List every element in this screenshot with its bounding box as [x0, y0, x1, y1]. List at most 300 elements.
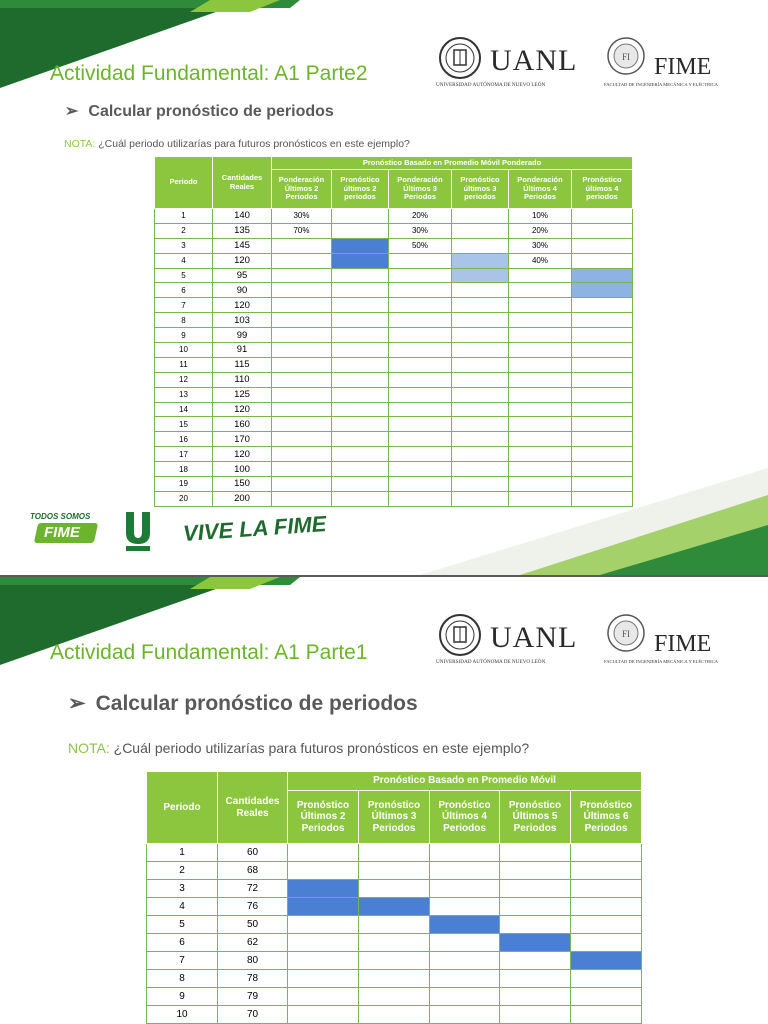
header-periodo: Periodo	[155, 157, 213, 209]
forecast-cell	[272, 328, 332, 343]
forecast-cell	[572, 253, 633, 268]
forecast-cell	[389, 313, 452, 328]
fime-logo-text: FIME	[654, 54, 712, 80]
forecast-cell	[430, 1006, 500, 1024]
period-cell: 20	[155, 491, 213, 506]
note-label: NOTA:	[68, 740, 110, 756]
note-text: ¿Cuál periodo utilizarías para futuros pronósticos en este ejemplo?	[98, 138, 410, 150]
forecast-cell	[359, 970, 430, 988]
quantity-cell: 120	[213, 447, 272, 462]
forecast-cell	[430, 880, 500, 898]
table-row	[147, 898, 642, 916]
fime-seal-icon	[606, 611, 646, 655]
uanl-logo	[436, 36, 578, 92]
period-cell: 10	[155, 343, 213, 358]
forecast-cell	[332, 298, 389, 313]
forecast-cell	[272, 238, 332, 253]
forecast-cell	[509, 462, 572, 477]
forecast-cell	[571, 898, 642, 916]
quantity-cell: 120	[213, 253, 272, 268]
forecast-cell	[571, 988, 642, 1006]
quantity-cell: 200	[213, 491, 272, 506]
forecast-cell	[509, 372, 572, 387]
forecast-cell	[332, 313, 389, 328]
forecast-cell	[332, 328, 389, 343]
forecast-cell	[332, 477, 389, 492]
period-cell: 8	[147, 970, 218, 988]
forecast-cell	[452, 432, 509, 447]
period-cell: 6	[155, 283, 213, 298]
forecast-cell	[430, 898, 500, 916]
subheader-col: Pronóstico Últimos 2 Periodos	[288, 791, 359, 844]
quantity-cell: 160	[213, 417, 272, 432]
table-row	[155, 313, 633, 328]
table-row	[147, 916, 642, 934]
uanl-logo-text: UANL	[490, 621, 578, 654]
table-row	[155, 357, 633, 372]
table-row	[155, 343, 633, 358]
table-row	[155, 253, 633, 268]
table-row	[155, 268, 633, 283]
forecast-cell	[430, 862, 500, 880]
forecast-cell	[452, 209, 509, 224]
table-body	[147, 844, 642, 1024]
quantity-cell: 140	[213, 209, 272, 224]
quantity-cell: 80	[218, 952, 288, 970]
quantity-cell: 72	[218, 880, 288, 898]
fime-badge-text: FIME	[44, 524, 80, 541]
period-cell: 16	[155, 432, 213, 447]
slide-title: Actividad Fundamental: A1 Parte1	[50, 641, 368, 664]
table-row	[155, 402, 633, 417]
forecast-cell	[500, 934, 571, 952]
table-row	[155, 298, 633, 313]
forecast-cell	[359, 862, 430, 880]
period-cell: 14	[155, 402, 213, 417]
uanl-logo-subtitle: UNIVERSIDAD AUTÓNOMA DE NUEVO LEÓN	[436, 82, 546, 88]
forecast-cell: 20%	[389, 209, 452, 224]
todos-somos-text: TODOS SOMOS	[30, 512, 91, 521]
forecast-cell	[500, 952, 571, 970]
period-cell: 2	[147, 862, 218, 880]
quantity-cell: 110	[213, 372, 272, 387]
forecast-cell	[389, 477, 452, 492]
table-row	[155, 462, 633, 477]
period-cell: 1	[155, 209, 213, 224]
period-cell: 11	[155, 357, 213, 372]
forecast-cell	[332, 417, 389, 432]
note	[64, 138, 410, 150]
forecast-cell	[509, 387, 572, 402]
forecast-cell	[572, 462, 633, 477]
forecast-cell	[332, 209, 389, 224]
forecast-cell	[389, 387, 452, 402]
header-periodo: Periodo	[147, 772, 218, 844]
forecast-cell	[332, 253, 389, 268]
arrow-bullet-icon: ➢	[65, 103, 79, 120]
forecast-cell	[272, 372, 332, 387]
forecast-cell	[389, 328, 452, 343]
forecast-cell	[500, 880, 571, 898]
note-text: ¿Cuál periodo utilizarías para futuros pronósticos en este ejemplo?	[113, 740, 530, 756]
forecast-cell	[572, 387, 633, 402]
forecast-cell	[572, 357, 633, 372]
quantity-cell: 50	[218, 916, 288, 934]
forecast-cell	[572, 491, 633, 506]
fime-logo	[604, 611, 728, 669]
uanl-logo-text: UANL	[490, 44, 578, 77]
forecast-cell	[571, 844, 642, 862]
forecast-cell	[571, 1006, 642, 1024]
quantity-cell: 70	[218, 1006, 288, 1024]
forecast-cell	[452, 387, 509, 402]
forecast-cell	[572, 209, 633, 224]
forecast-cell	[509, 328, 572, 343]
table-row	[155, 238, 633, 253]
forecast-cell	[430, 988, 500, 1006]
period-cell: 4	[147, 898, 218, 916]
forecast-cell	[389, 402, 452, 417]
table-row	[155, 372, 633, 387]
forecast-cell	[572, 343, 633, 358]
forecast-cell	[452, 253, 509, 268]
forecast-cell	[500, 988, 571, 1006]
todos-somos-fime-logo	[28, 512, 100, 552]
forecast-cell	[430, 934, 500, 952]
table-row	[155, 209, 633, 224]
forecast-cell	[389, 268, 452, 283]
forecast-cell: 40%	[509, 253, 572, 268]
period-cell: 7	[147, 952, 218, 970]
forecast-cell	[509, 268, 572, 283]
forecast-cell	[288, 988, 359, 1006]
period-cell: 9	[155, 328, 213, 343]
quantity-cell: 115	[213, 357, 272, 372]
forecast-cell	[332, 402, 389, 417]
quantity-cell: 170	[213, 432, 272, 447]
forecast-cell	[272, 298, 332, 313]
forecast-cell	[452, 223, 509, 238]
bullet-point	[68, 691, 418, 716]
subheader-col: Pronóstico Últimos 3 Periodos	[359, 791, 430, 844]
forecast-cell	[272, 402, 332, 417]
forecast-cell	[359, 934, 430, 952]
quantity-cell: 120	[213, 298, 272, 313]
forecast-cell	[571, 862, 642, 880]
forecast-cell: 30%	[389, 223, 452, 238]
table-row	[147, 934, 642, 952]
u-logo-icon	[122, 510, 154, 552]
subheader-col: Ponderación Últimos 4 Periodos	[509, 170, 572, 209]
forecast-cell	[509, 402, 572, 417]
forecast-cell	[332, 447, 389, 462]
forecast-cell: 50%	[389, 238, 452, 253]
forecast-cell	[509, 432, 572, 447]
table-row	[147, 880, 642, 898]
period-cell: 2	[155, 223, 213, 238]
forecast-cell	[452, 238, 509, 253]
subheader-col: Pronóstico últimos 2 periodos	[332, 170, 389, 209]
table-row	[155, 477, 633, 492]
forecast-cell	[389, 283, 452, 298]
forecast-cell	[452, 491, 509, 506]
forecast-cell	[572, 372, 633, 387]
forecast-cell	[288, 898, 359, 916]
period-cell: 10	[147, 1006, 218, 1024]
forecast-cell	[452, 298, 509, 313]
subheader-col: Pronóstico últimos 3 periodos	[452, 170, 509, 209]
forecast-cell	[452, 402, 509, 417]
forecast-cell	[272, 253, 332, 268]
forecast-cell	[288, 880, 359, 898]
forecast-cell	[332, 462, 389, 477]
forecast-cell	[509, 283, 572, 298]
forecast-cell	[430, 844, 500, 862]
table-row	[155, 491, 633, 506]
forecast-cell	[332, 357, 389, 372]
subheader-col: Ponderación Últimos 2 Periodos	[272, 170, 332, 209]
forecast-cell	[572, 313, 633, 328]
forecast-cell	[509, 477, 572, 492]
table-body	[155, 209, 633, 507]
forecast-cell: 70%	[272, 223, 332, 238]
forecast-cell	[332, 268, 389, 283]
header-group-title: Pronóstico Basado en Promedio Móvil Ponderado	[272, 157, 633, 170]
forecast-cell: 30%	[272, 209, 332, 224]
forecast-cell	[430, 952, 500, 970]
forecast-cell	[452, 328, 509, 343]
fime-logo-subtitle: FACULTAD DE INGENIERÍA MECÁNICA Y ELÉCTRICA	[604, 659, 719, 664]
forecast-cell	[452, 372, 509, 387]
forecast-cell	[452, 343, 509, 358]
period-cell: 9	[147, 988, 218, 1006]
forecast-cell	[452, 283, 509, 298]
forecast-cell	[332, 491, 389, 506]
forecast-cell	[389, 447, 452, 462]
forecast-cell	[572, 402, 633, 417]
fime-logo	[604, 34, 728, 92]
forecast-cell	[389, 298, 452, 313]
forecast-cell	[500, 898, 571, 916]
forecast-cell	[509, 417, 572, 432]
forecast-cell	[509, 357, 572, 372]
forecast-cell	[572, 238, 633, 253]
forecast-cell	[430, 916, 500, 934]
forecast-cell	[272, 432, 332, 447]
quantity-cell: 78	[218, 970, 288, 988]
forecast-cell	[359, 916, 430, 934]
forecast-cell	[332, 432, 389, 447]
forecast-cell	[389, 372, 452, 387]
forecast-cell	[359, 898, 430, 916]
uanl-seal-icon	[436, 36, 484, 80]
forecast-cell	[389, 491, 452, 506]
forecast-cell	[572, 298, 633, 313]
arrow-bullet-icon: ➢	[68, 692, 86, 715]
note-label: NOTA:	[64, 138, 96, 150]
forecast-cell	[359, 952, 430, 970]
forecast-cell	[332, 223, 389, 238]
forecast-cell	[272, 268, 332, 283]
forecast-cell	[509, 491, 572, 506]
bullet-point	[65, 101, 334, 121]
svg-text:FI: FI	[621, 52, 631, 62]
header-cantidades-reales: Cantidades Reales	[218, 772, 288, 844]
forecast-cell	[288, 970, 359, 988]
forecast-cell	[389, 432, 452, 447]
forecast-cell	[272, 343, 332, 358]
forecast-cell	[571, 952, 642, 970]
table-row	[147, 970, 642, 988]
forecast-cell	[430, 970, 500, 988]
forecast-cell	[389, 462, 452, 477]
fime-logo-text: FIME	[654, 631, 712, 657]
forecast-cell	[509, 313, 572, 328]
quantity-cell: 95	[213, 268, 272, 283]
quantity-cell: 135	[213, 223, 272, 238]
period-cell: 3	[155, 238, 213, 253]
forecast-cell	[359, 988, 430, 1006]
quantity-cell: 145	[213, 238, 272, 253]
subheader-col: Pronóstico últimos 4 periodos	[572, 170, 633, 209]
slide-title: Actividad Fundamental: A1 Parte2	[50, 62, 368, 85]
forecast-cell	[272, 447, 332, 462]
quantity-cell: 125	[213, 387, 272, 402]
forecast-cell	[332, 387, 389, 402]
forecast-cell	[272, 491, 332, 506]
slide-part1	[0, 577, 768, 1024]
forecast-cell	[452, 447, 509, 462]
bullet-text: Calcular pronóstico de periodos	[88, 103, 334, 120]
forecast-cell	[332, 343, 389, 358]
table-row	[147, 1006, 642, 1024]
table-row	[147, 988, 642, 1006]
period-cell: 5	[147, 916, 218, 934]
period-cell: 4	[155, 253, 213, 268]
period-cell: 8	[155, 313, 213, 328]
period-cell: 3	[147, 880, 218, 898]
forecast-cell	[389, 417, 452, 432]
period-cell: 19	[155, 477, 213, 492]
forecast-cell	[572, 283, 633, 298]
forecast-cell	[272, 283, 332, 298]
forecast-cell	[359, 844, 430, 862]
forecast-cell	[500, 1006, 571, 1024]
period-cell: 15	[155, 417, 213, 432]
forecast-cell	[452, 313, 509, 328]
header-cantidades-reales: Cantidades Reales	[213, 157, 272, 209]
forecast-cell	[571, 880, 642, 898]
forecast-cell	[359, 880, 430, 898]
forecast-cell	[332, 283, 389, 298]
fime-logo-subtitle: FACULTAD DE INGENIERÍA MECÁNICA Y ELÉCTRICA	[604, 82, 719, 87]
forecast-cell	[288, 934, 359, 952]
subheader-col: Pronóstico Últimos 6 Periodos	[571, 791, 642, 844]
forecast-cell	[500, 916, 571, 934]
quantity-cell: 120	[213, 402, 272, 417]
period-cell: 13	[155, 387, 213, 402]
forecast-cell	[452, 477, 509, 492]
table-row	[155, 417, 633, 432]
forecast-cell	[288, 952, 359, 970]
forecast-cell	[509, 343, 572, 358]
forecast-cell	[288, 916, 359, 934]
forecast-cell	[572, 477, 633, 492]
forecast-cell	[572, 223, 633, 238]
quantity-cell: 79	[218, 988, 288, 1006]
table-row	[155, 328, 633, 343]
svg-text:FI: FI	[621, 629, 631, 639]
forecast-cell	[452, 462, 509, 477]
table-row	[155, 223, 633, 238]
uanl-logo-subtitle: UNIVERSIDAD AUTÓNOMA DE NUEVO LEÓN	[436, 659, 546, 665]
forecast-cell: 10%	[509, 209, 572, 224]
forecast-table-weighted	[154, 156, 633, 507]
quantity-cell: 99	[213, 328, 272, 343]
table-row	[155, 283, 633, 298]
subheader-col: Pronóstico Últimos 5 Periodos	[500, 791, 571, 844]
quantity-cell: 150	[213, 477, 272, 492]
subheader-col: Ponderación Últimos 3 Periodos	[389, 170, 452, 209]
vive-la-fime-logo: VIVE LA FIME	[182, 511, 328, 546]
forecast-cell	[571, 934, 642, 952]
quantity-cell: 100	[213, 462, 272, 477]
forecast-cell	[359, 1006, 430, 1024]
forecast-cell	[272, 357, 332, 372]
forecast-cell	[572, 447, 633, 462]
forecast-cell	[272, 417, 332, 432]
period-cell: 6	[147, 934, 218, 952]
subheader-col: Pronóstico Últimos 4 Periodos	[430, 791, 500, 844]
forecast-cell	[572, 328, 633, 343]
forecast-cell	[500, 862, 571, 880]
period-cell: 12	[155, 372, 213, 387]
quantity-cell: 90	[213, 283, 272, 298]
period-cell: 1	[147, 844, 218, 862]
forecast-cell	[572, 432, 633, 447]
forecast-cell: 20%	[509, 223, 572, 238]
forecast-cell	[272, 477, 332, 492]
table-row	[147, 862, 642, 880]
forecast-cell: 30%	[509, 238, 572, 253]
table-row	[155, 447, 633, 462]
uanl-logo	[436, 613, 578, 669]
forecast-table-moving-average	[146, 771, 642, 1024]
forecast-cell	[452, 357, 509, 372]
forecast-cell	[509, 447, 572, 462]
table-row	[155, 432, 633, 447]
forecast-cell	[571, 916, 642, 934]
forecast-cell	[571, 970, 642, 988]
forecast-cell	[452, 268, 509, 283]
forecast-cell	[500, 970, 571, 988]
fime-seal-icon	[606, 34, 646, 78]
bullet-text: Calcular pronóstico de periodos	[95, 692, 418, 715]
forecast-cell	[572, 417, 633, 432]
table-row	[155, 387, 633, 402]
forecast-cell	[272, 387, 332, 402]
quantity-cell: 91	[213, 343, 272, 358]
quantity-cell: 76	[218, 898, 288, 916]
header-group-title: Pronóstico Basado en Promedio Móvil	[288, 772, 642, 791]
period-cell: 5	[155, 268, 213, 283]
forecast-cell	[288, 862, 359, 880]
period-cell: 7	[155, 298, 213, 313]
forecast-cell	[500, 844, 571, 862]
forecast-cell	[389, 343, 452, 358]
quantity-cell: 62	[218, 934, 288, 952]
forecast-cell	[332, 372, 389, 387]
